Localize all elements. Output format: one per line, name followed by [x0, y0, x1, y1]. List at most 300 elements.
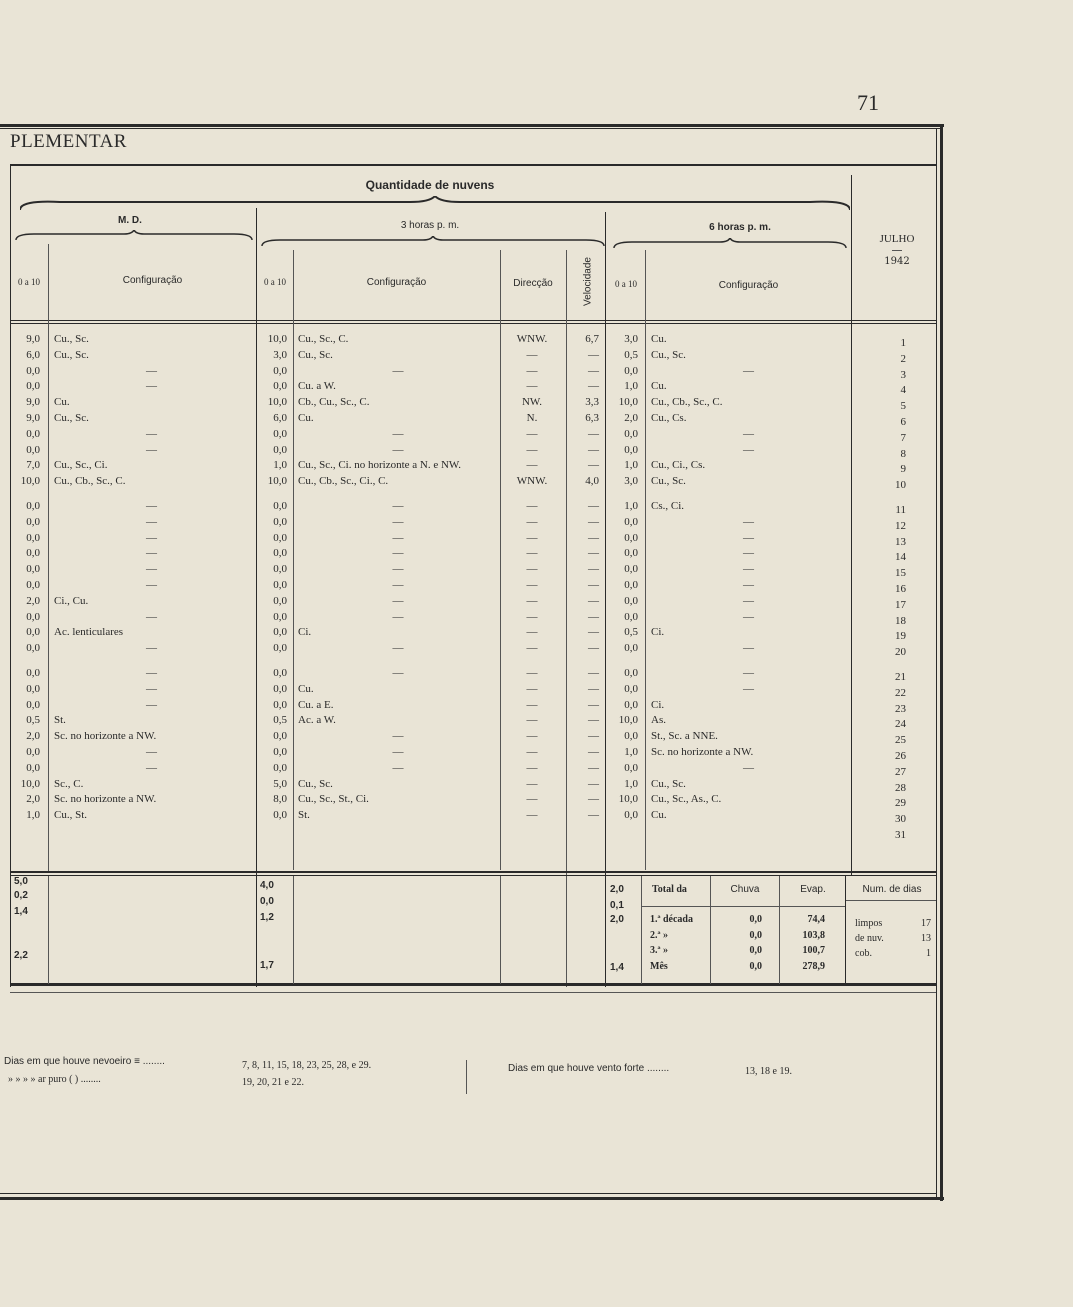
cell-a: 9,0 — [26, 412, 40, 424]
table-row — [0, 730, 944, 746]
cell-g: — — [588, 500, 599, 512]
cell-f: — — [526, 348, 538, 361]
cell-a: 10,0 — [20, 777, 40, 790]
cell-c: 3,0 — [273, 348, 287, 361]
summary-value: 2,0 — [610, 914, 624, 925]
cell-i: Cu., Sc. — [651, 777, 686, 790]
cell-a: 0,0 — [26, 610, 40, 623]
cell-h: 0,0 — [624, 531, 638, 544]
cell-g: — — [588, 730, 599, 743]
table-row — [0, 396, 944, 412]
cell-i: Cu., Sc. — [651, 475, 686, 488]
cell-f: — — [526, 500, 538, 512]
table-row — [0, 380, 944, 396]
cell-d: 12 — [895, 519, 906, 532]
cell-a: 2,0 — [26, 594, 40, 607]
cell-b: — — [146, 427, 157, 440]
cell-d: 6 — [900, 416, 906, 428]
cell-g: — — [588, 427, 599, 440]
cell-h: 0,0 — [624, 563, 638, 576]
cell-f: — — [526, 594, 538, 607]
h6-header: 6 horas p. m. — [709, 222, 771, 233]
table-row — [0, 365, 944, 381]
cell-h: 0,0 — [624, 594, 638, 607]
cell-c: 0,0 — [273, 547, 287, 560]
cell-b: — — [146, 642, 157, 655]
cell-h: 0,0 — [624, 427, 638, 440]
cell-d: 9 — [900, 463, 906, 476]
cell-h: 0,0 — [624, 443, 638, 456]
cell-i: — — [743, 515, 754, 528]
cell-h: 0,0 — [624, 667, 638, 679]
h3-config-header: Configuração — [366, 277, 427, 288]
table-row — [0, 333, 944, 349]
period-evap: 100,7 — [802, 945, 825, 956]
summary-value: 1,4 — [610, 962, 624, 973]
velocity-header: Velocidade — [582, 257, 594, 306]
cell-a: 0,0 — [26, 642, 40, 655]
frame-top — [0, 124, 944, 127]
cell-g: — — [588, 610, 599, 623]
cell-c: 10,0 — [267, 396, 287, 409]
cell-f: — — [526, 610, 538, 623]
cell-h: 0,5 — [624, 626, 638, 639]
cell-c: 0,0 — [273, 579, 287, 591]
cell-f: — — [526, 531, 538, 544]
cell-c: 0,0 — [273, 682, 287, 695]
cell-f: — — [526, 682, 538, 695]
table-row — [0, 563, 944, 579]
table-row — [0, 349, 944, 365]
direction-header: Direcção — [513, 278, 553, 289]
cell-g: — — [588, 714, 599, 727]
cell-a: 0,0 — [26, 443, 40, 456]
h6-brace — [612, 238, 848, 250]
cell-a: 0,0 — [26, 380, 40, 393]
cell-f: WNW. — [516, 333, 548, 345]
cell-f: — — [526, 746, 538, 758]
cell-g: — — [588, 626, 599, 639]
cell-d: 3 — [900, 368, 906, 381]
cell-i: — — [743, 563, 754, 576]
table-row — [0, 778, 944, 794]
table-row — [0, 825, 944, 841]
cell-d: 5 — [900, 400, 906, 413]
cell-i: — — [743, 579, 754, 591]
cell-i: Cu. — [651, 333, 667, 345]
cell-h: 1,0 — [624, 746, 638, 758]
cell-g: — — [588, 579, 599, 591]
table-row — [0, 809, 944, 825]
summary-value: 0,2 — [14, 890, 28, 901]
cell-d: 10 — [895, 479, 906, 492]
cell-g: — — [588, 547, 599, 560]
cell-g: — — [588, 746, 599, 758]
cell-c: 0,0 — [273, 626, 287, 639]
cell-d: 19 — [895, 630, 906, 643]
cell-g: 3,3 — [585, 396, 599, 409]
table-row — [0, 516, 944, 532]
cell-e: — — [392, 443, 404, 456]
cell-b: — — [146, 500, 157, 512]
cell-i: — — [743, 443, 754, 456]
cell-d: 7 — [900, 431, 906, 444]
cell-a: 1,0 — [26, 809, 40, 822]
cell-i: — — [743, 531, 754, 544]
table-row — [0, 642, 944, 658]
cell-g: 4,0 — [585, 475, 599, 488]
cell-c: 0,0 — [273, 515, 287, 528]
cell-h: 0,0 — [624, 761, 638, 774]
cell-g: — — [588, 364, 599, 377]
cell-e: — — [392, 579, 404, 591]
cell-b: — — [146, 698, 157, 711]
cell-a: 2,0 — [26, 730, 40, 743]
cell-h: 1,0 — [624, 380, 638, 393]
cell-d: 25 — [895, 734, 906, 747]
cell-i: — — [743, 547, 754, 560]
cell-i: Cu., Sc. — [651, 348, 686, 361]
table-row — [0, 667, 944, 683]
cell-c: 6,0 — [273, 412, 287, 424]
frame-right — [940, 124, 943, 1201]
cell-f: — — [526, 579, 538, 591]
summary-value: 4,0 — [260, 880, 274, 891]
fog-label: Dias em que houve nevoeiro ≡ ........ — [4, 1056, 165, 1067]
cell-e: — — [392, 515, 404, 528]
cell-i: Sc. no horizonte a NW. — [651, 746, 754, 758]
chuva-label: Chuva — [730, 884, 760, 895]
cell-e: Cu., Cb., Sc., Ci., C. — [298, 475, 389, 488]
period-evap: 74,4 — [807, 914, 825, 925]
cell-c: 0,0 — [273, 730, 287, 743]
cell-c: 0,0 — [273, 761, 287, 774]
table-row — [0, 714, 944, 730]
cell-e: — — [392, 364, 404, 377]
cell-i: — — [743, 642, 754, 655]
cell-i: Cu., Sc., As., C. — [651, 793, 722, 806]
cell-a: 0,0 — [26, 427, 40, 440]
cell-b: — — [146, 579, 157, 591]
cell-c: 0,0 — [273, 531, 287, 544]
cell-h: 0,0 — [624, 515, 638, 528]
cell-i: Cs., Ci. — [651, 500, 685, 512]
cell-g: — — [588, 348, 599, 361]
summary-value: 2,0 — [610, 884, 624, 895]
cell-e: — — [392, 500, 404, 512]
cell-d: 17 — [895, 598, 906, 611]
cell-c: 8,0 — [273, 793, 287, 806]
cell-b: Cu., St. — [54, 809, 88, 822]
table-row — [0, 626, 944, 642]
cell-g: — — [588, 698, 599, 711]
cell-h: 1,0 — [624, 459, 638, 472]
cell-f: — — [526, 380, 538, 393]
cell-h: 1,0 — [624, 500, 638, 512]
cell-e: — — [392, 594, 404, 607]
cell-e: Ci. — [298, 626, 312, 639]
cell-d: 28 — [895, 781, 906, 794]
table-row — [0, 500, 944, 516]
cell-a: 7,0 — [26, 459, 40, 472]
cell-b: — — [146, 443, 157, 456]
cell-e: Cu., Sc., St., Ci. — [298, 793, 369, 806]
cell-c: 1,0 — [273, 459, 287, 472]
cell-a: 0,0 — [26, 698, 40, 711]
cell-e: — — [392, 746, 404, 758]
cell-c: 0,0 — [273, 500, 287, 512]
cell-g: — — [588, 443, 599, 456]
days-label: de nuv. — [855, 933, 884, 944]
cell-g: — — [588, 793, 599, 806]
h6-config-header: Configuração — [718, 280, 779, 291]
summary-value: 0,1 — [610, 900, 624, 911]
cell-d: 21 — [895, 671, 906, 683]
pure-air-days: 19, 20, 21 e 22. — [242, 1077, 304, 1088]
year-label: 1942 — [884, 256, 910, 267]
evap-label: Evap. — [800, 884, 826, 895]
cell-f: — — [526, 809, 538, 822]
cell-d: 15 — [895, 567, 906, 580]
period-label: 2.ª » — [650, 929, 668, 941]
cell-g: — — [588, 777, 599, 790]
cell-e: — — [392, 610, 404, 623]
cell-c: 5,0 — [273, 777, 287, 790]
table-row — [0, 699, 944, 715]
period-evap: 103,8 — [802, 929, 825, 941]
period-chuva: 0,0 — [749, 914, 762, 925]
cell-f: — — [526, 777, 538, 790]
total-label: Total da — [652, 884, 687, 895]
cell-h: 0,0 — [624, 809, 638, 822]
cell-f: N. — [526, 412, 538, 424]
wind-days: 13, 18 e 19. — [745, 1066, 792, 1077]
cell-g: — — [588, 594, 599, 607]
cell-f: — — [526, 515, 538, 528]
cell-h: 2,0 — [624, 412, 638, 424]
cell-e: — — [392, 761, 404, 774]
cell-a: 0,0 — [26, 364, 40, 377]
cell-d: 31 — [895, 829, 906, 841]
cell-h: 10,0 — [618, 793, 638, 806]
summary-value: 1,7 — [260, 960, 274, 971]
cell-e: Cb., Cu., Sc., C. — [298, 396, 370, 409]
cell-h: 0,0 — [624, 642, 638, 655]
cell-i: Cu. — [651, 809, 667, 822]
cell-a: 10,0 — [20, 475, 40, 488]
cell-b: Sc. no horizonte a NW. — [54, 793, 157, 806]
table-row — [0, 532, 944, 548]
cell-b: — — [146, 610, 157, 623]
table-row — [0, 793, 944, 809]
md-scale-header: 0 a 10 — [18, 277, 40, 287]
cell-i: — — [743, 594, 754, 607]
cell-e: Cu. — [298, 412, 314, 424]
pure-air-label: » » » » ar puro ( ) ........ — [8, 1074, 101, 1085]
h3-header: 3 horas p. m. — [400, 220, 460, 231]
cell-g: — — [588, 380, 599, 393]
cell-h: 3,0 — [624, 333, 638, 345]
period-chuva: 0,0 — [749, 929, 762, 941]
cell-c: 0,0 — [273, 610, 287, 623]
cell-i: Cu., Cb., Sc., C. — [651, 396, 723, 409]
cell-h: 0,0 — [624, 610, 638, 623]
cell-d: 11 — [895, 504, 906, 516]
md-config-header: Configuração — [122, 275, 183, 286]
cell-i: — — [743, 761, 754, 774]
table-row — [0, 547, 944, 563]
cell-b: Cu., Sc. — [54, 348, 89, 361]
cell-g: — — [588, 809, 599, 822]
summary-value: 5,0 — [14, 876, 28, 887]
cell-f: — — [526, 698, 538, 711]
cell-f: — — [526, 547, 538, 560]
cell-d: 23 — [895, 702, 906, 715]
table-row — [0, 762, 944, 778]
cell-h: 10,0 — [618, 714, 638, 727]
cell-d: 8 — [900, 447, 906, 460]
cell-i: Ci. — [651, 626, 665, 639]
h6-scale-header: 0 a 10 — [615, 279, 637, 289]
cell-c: 0,0 — [273, 563, 287, 576]
h3-brace — [260, 236, 606, 248]
cell-e: St. — [298, 809, 310, 822]
cell-d: 4 — [900, 384, 906, 397]
cell-i: Cu., Cs. — [651, 412, 687, 424]
cell-h: 0,0 — [624, 579, 638, 591]
cell-c: 0,0 — [273, 443, 287, 456]
table-row — [0, 475, 944, 491]
fog-days: 7, 8, 11, 15, 18, 23, 25, 28, e 29. — [242, 1060, 372, 1071]
cell-b: Sc. no horizonte a NW. — [54, 730, 157, 743]
cell-i: — — [743, 427, 754, 440]
cell-h: 10,0 — [618, 396, 638, 409]
cell-d: 20 — [895, 646, 906, 659]
cell-b: — — [146, 667, 157, 679]
cell-f: WNW. — [516, 475, 548, 488]
cell-b: — — [146, 531, 157, 544]
md-header: M. D. — [118, 215, 142, 226]
cell-i: Cu. — [651, 380, 667, 393]
cell-h: 0,0 — [624, 730, 638, 743]
table-row — [0, 611, 944, 627]
cell-f: — — [526, 427, 538, 440]
cell-e: Cu., Sc., Ci. no horizonte a N. e NW. — [298, 459, 462, 472]
cell-a: 9,0 — [26, 396, 40, 409]
cell-f: — — [526, 793, 538, 806]
cell-d: 22 — [895, 686, 906, 699]
cell-f: — — [526, 626, 538, 639]
cell-f: — — [526, 459, 538, 472]
cell-a: 6,0 — [26, 348, 40, 361]
cell-e: Cu. a W. — [298, 380, 336, 393]
cell-f: — — [526, 761, 538, 774]
cell-i: Ci. — [651, 698, 665, 711]
cell-a: 0,0 — [26, 626, 40, 639]
cell-b: — — [146, 746, 157, 758]
cell-f: — — [526, 667, 538, 679]
cell-d: 30 — [895, 813, 906, 826]
cell-d: 27 — [895, 765, 906, 778]
days-label: Num. de dias — [862, 884, 922, 895]
cell-e: Cu. a E. — [298, 698, 334, 711]
cell-f: NW. — [521, 396, 543, 409]
cell-d: 2 — [900, 352, 906, 365]
cell-b: Cu. — [54, 396, 70, 409]
cell-a: 0,0 — [26, 579, 40, 591]
cell-b: Cu., Sc. — [54, 333, 89, 345]
cell-c: 0,0 — [273, 667, 287, 679]
cell-i: St., Sc. a NNE. — [651, 730, 718, 743]
cell-e: Ac. a W. — [298, 714, 336, 727]
table-row — [0, 683, 944, 699]
cell-b: Ac. lenticulares — [54, 626, 124, 639]
cell-g: 6,3 — [585, 412, 599, 424]
cell-b: St. — [54, 714, 66, 727]
page-number: 71 — [857, 90, 879, 115]
frame-bottom — [0, 1197, 944, 1200]
cell-d: 16 — [895, 583, 906, 595]
cell-a: 0,0 — [26, 531, 40, 544]
cell-b: — — [146, 761, 157, 774]
page-title: PLEMENTAR — [10, 131, 127, 152]
main-brace — [20, 196, 850, 212]
cell-f: — — [526, 714, 538, 727]
table-row — [0, 459, 944, 475]
cell-d: 24 — [895, 718, 906, 731]
cell-a: 0,0 — [26, 667, 40, 679]
days-value: 1 — [926, 948, 931, 959]
cell-d: 13 — [895, 535, 906, 548]
cell-b: Ci., Cu. — [54, 594, 89, 607]
period-label: Mês — [650, 960, 668, 972]
cell-c: 0,0 — [273, 594, 287, 607]
cell-g: — — [588, 667, 599, 679]
cell-c: 0,0 — [273, 809, 287, 822]
table-row — [0, 595, 944, 611]
cell-e: — — [392, 642, 404, 655]
cell-c: 0,0 — [273, 746, 287, 758]
cell-f: — — [526, 563, 538, 576]
cell-h: 0,0 — [624, 547, 638, 560]
cell-c: 10,0 — [267, 333, 287, 345]
table-row — [0, 579, 944, 595]
summary-value: 0,0 — [260, 896, 274, 907]
cell-a: 0,0 — [26, 761, 40, 774]
cell-b: — — [146, 682, 157, 695]
cell-c: 0,0 — [273, 427, 287, 440]
table-row — [0, 428, 944, 444]
cell-f: — — [526, 730, 538, 743]
wind-label: Dias em que houve vento forte ........ — [508, 1063, 670, 1074]
days-label: cob. — [855, 948, 872, 959]
cell-i: — — [743, 682, 754, 695]
summary-value: 1,2 — [260, 912, 274, 923]
cell-a: 0,0 — [26, 500, 40, 512]
cell-e: Cu., Sc., C. — [298, 333, 349, 345]
cell-i: Cu., Ci., Cs. — [651, 459, 706, 472]
cell-i: As. — [651, 714, 666, 727]
cell-h: 0,5 — [624, 348, 638, 361]
cell-f: — — [526, 642, 538, 655]
cell-a: 9,0 — [26, 333, 40, 345]
cell-a: 0,0 — [26, 682, 40, 695]
cell-h: 0,0 — [624, 364, 638, 377]
cell-a: 0,5 — [26, 714, 40, 727]
cell-h: 3,0 — [624, 475, 638, 488]
cell-h: 1,0 — [624, 777, 638, 790]
table-row — [0, 444, 944, 460]
